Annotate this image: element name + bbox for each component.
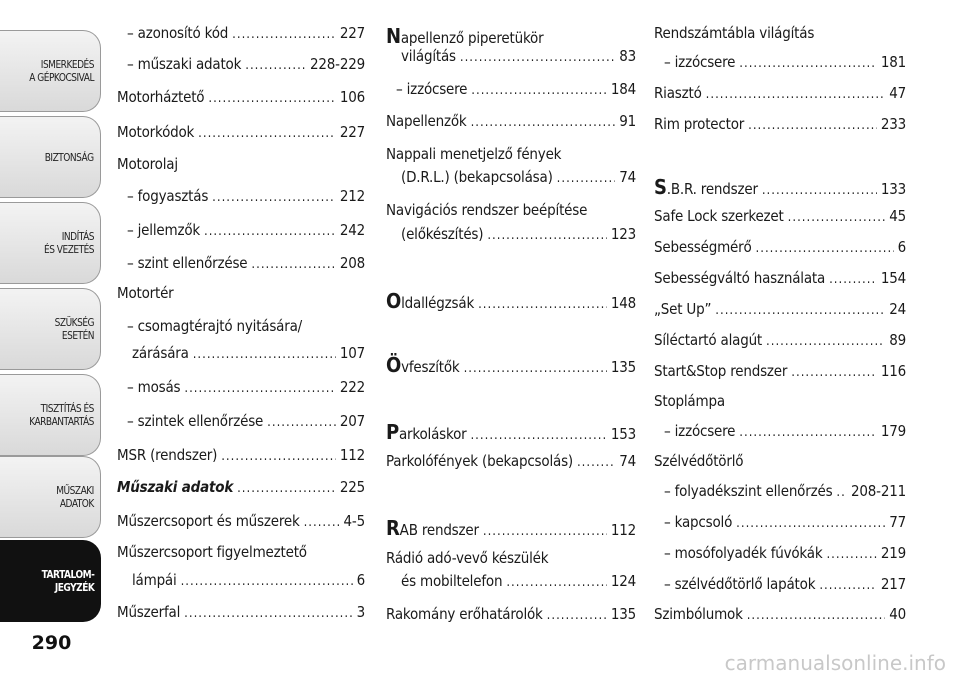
index-entry[interactable] bbox=[117, 155, 365, 173]
index-entry[interactable] bbox=[654, 331, 906, 349]
entry-term bbox=[117, 284, 174, 302]
index-entry[interactable] bbox=[654, 362, 906, 380]
entry-text: – izzócsere bbox=[396, 80, 468, 98]
entry-term bbox=[654, 362, 787, 380]
entry-page: 6 bbox=[897, 238, 906, 256]
dot-leader bbox=[739, 425, 877, 440]
dot-leader bbox=[819, 578, 877, 593]
dot-leader bbox=[547, 608, 607, 623]
dot-leader bbox=[478, 297, 607, 312]
dot-leader bbox=[747, 608, 886, 623]
dot-leader bbox=[766, 334, 885, 349]
index-entry[interactable] bbox=[386, 225, 636, 243]
entry-term bbox=[117, 155, 178, 173]
entry-term bbox=[127, 55, 241, 73]
entry-text: Stoplámpa bbox=[654, 392, 725, 410]
entry-text: Motorolaj bbox=[117, 155, 178, 173]
entry-page: 222 bbox=[339, 378, 365, 396]
entry-text: MSR (rendszer) bbox=[117, 446, 218, 464]
entry-term bbox=[664, 513, 732, 531]
dot-leader bbox=[198, 126, 336, 141]
tab-szukseg[interactable] bbox=[0, 288, 101, 370]
entry-text: Nappali menetjelző fények bbox=[386, 145, 562, 163]
watermark: carmanualsonline.info bbox=[724, 651, 946, 675]
entry-page: 123 bbox=[610, 225, 636, 243]
entry-term bbox=[654, 605, 743, 623]
dot-leader bbox=[470, 428, 606, 443]
dot-leader bbox=[212, 190, 336, 205]
dot-leader bbox=[245, 58, 306, 73]
index-entry[interactable] bbox=[386, 24, 636, 48]
index-entry[interactable] bbox=[654, 115, 906, 133]
tab-label: TARTALOM- JEGYZÉK bbox=[41, 568, 94, 594]
index-entry[interactable] bbox=[654, 605, 906, 623]
index-entry[interactable] bbox=[654, 84, 906, 102]
entry-term bbox=[127, 24, 228, 42]
entry-text: – szint ellenőrzése bbox=[127, 254, 248, 272]
entry-term bbox=[117, 512, 300, 530]
entry-term bbox=[401, 47, 456, 65]
entry-term bbox=[664, 544, 822, 562]
entry-page: 135 bbox=[610, 605, 636, 623]
index-entry[interactable] bbox=[386, 201, 636, 219]
entry-text: Napellenzők bbox=[386, 112, 467, 130]
entry-page: 4-5 bbox=[343, 512, 365, 530]
entry-text: AB rendszer bbox=[399, 521, 479, 539]
entry-text: Rakomány erőhatárolók bbox=[386, 605, 543, 623]
dot-leader bbox=[267, 415, 336, 430]
dot-leader bbox=[237, 481, 336, 496]
entry-text: Motortér bbox=[117, 284, 174, 302]
entry-text: Rim protector bbox=[654, 115, 745, 133]
index-entry[interactable] bbox=[654, 207, 906, 225]
entry-page: 181 bbox=[880, 53, 906, 71]
index-entry[interactable] bbox=[386, 80, 636, 98]
entry-page: 227 bbox=[339, 24, 365, 42]
dot-leader bbox=[471, 83, 607, 98]
index-entry[interactable] bbox=[117, 512, 365, 530]
entry-text: – azonosító kód bbox=[127, 24, 229, 42]
entry-page: 116 bbox=[880, 362, 906, 380]
index-entry[interactable] bbox=[654, 269, 906, 287]
entry-term bbox=[654, 269, 825, 287]
dot-leader bbox=[304, 515, 340, 530]
entry-text: Start&Stop rendszer bbox=[654, 362, 788, 380]
entry-text: Sebességmérő bbox=[654, 238, 752, 256]
entry-term bbox=[127, 317, 302, 335]
entry-text: Sebességváltó használata bbox=[654, 269, 826, 287]
entry-page: 124 bbox=[610, 572, 636, 590]
entry-page: 77 bbox=[889, 513, 906, 531]
dot-leader bbox=[762, 183, 877, 198]
dot-leader bbox=[184, 381, 335, 396]
entry-text: Motorkódok bbox=[117, 123, 195, 141]
entry-term bbox=[664, 53, 735, 71]
tab-biztonsag[interactable] bbox=[0, 116, 101, 198]
entry-page: 112 bbox=[610, 521, 636, 539]
entry-text: vfeszítők bbox=[401, 358, 460, 376]
index-entry[interactable] bbox=[654, 300, 906, 318]
dot-leader bbox=[829, 272, 877, 287]
index-entry[interactable] bbox=[386, 112, 636, 130]
index-entry[interactable] bbox=[117, 284, 365, 302]
entry-page: 242 bbox=[339, 221, 365, 239]
entry-text: Parkolófények (bekapcsolás) bbox=[386, 452, 573, 470]
entry-text: ldallégzsák bbox=[401, 294, 475, 312]
entry-text: – műszaki adatok bbox=[127, 55, 242, 73]
index-entry[interactable] bbox=[117, 55, 365, 73]
dot-leader bbox=[471, 115, 616, 130]
dot-leader bbox=[181, 574, 353, 589]
entry-text: – fogyasztás bbox=[127, 187, 209, 205]
index-entry[interactable] bbox=[654, 392, 906, 410]
entry-page: 208-211 bbox=[851, 482, 906, 500]
entry-text: Műszaki adatok bbox=[117, 478, 234, 496]
index-entry[interactable] bbox=[117, 221, 365, 239]
entry-page: 153 bbox=[610, 425, 636, 443]
entry-term bbox=[401, 572, 502, 590]
entry-text: – izzócsere bbox=[664, 422, 736, 440]
entry-text: zárására bbox=[132, 344, 189, 362]
index-entry[interactable] bbox=[654, 53, 906, 71]
entry-term bbox=[401, 225, 483, 243]
entry-text: Safe Lock szerkezet bbox=[654, 207, 784, 225]
index-entry[interactable] bbox=[386, 572, 636, 590]
tab-label: TISZTÍTÁS ÉS KARBANTARTÁS bbox=[29, 402, 94, 428]
entry-text: – mosófolyadék fúvókák bbox=[664, 544, 823, 562]
entry-term bbox=[654, 300, 711, 318]
index-entry[interactable] bbox=[117, 187, 365, 205]
entry-initial: P bbox=[386, 420, 399, 444]
entry-term bbox=[117, 446, 217, 464]
entry-text: – szélvédőtörlő lapátok bbox=[664, 575, 816, 593]
entry-term bbox=[401, 168, 553, 186]
entry-page: 154 bbox=[880, 269, 906, 287]
entry-term bbox=[664, 422, 735, 440]
entry-term bbox=[117, 123, 194, 141]
index-entry[interactable] bbox=[117, 378, 365, 396]
dot-leader bbox=[756, 241, 894, 256]
entry-page: 24 bbox=[889, 300, 906, 318]
entry-term bbox=[117, 543, 307, 561]
entry-initial: S bbox=[654, 175, 667, 199]
tab-muszaki-adatok[interactable] bbox=[0, 456, 101, 538]
entry-text: – jellemzők bbox=[127, 221, 200, 239]
entry-term bbox=[127, 221, 200, 239]
entry-text: Rádió adó-vevő készülék bbox=[386, 549, 549, 567]
index-entry[interactable] bbox=[117, 571, 365, 589]
entry-term bbox=[654, 24, 814, 42]
entry-initial: R bbox=[386, 516, 400, 540]
entry-text: Rendszámtábla világítás bbox=[654, 24, 815, 42]
dot-leader bbox=[483, 524, 607, 539]
tab-label: INDÍTÁS ÉS VEZETÉS bbox=[43, 230, 94, 256]
index-entry[interactable] bbox=[654, 544, 906, 562]
entry-text: (előkészítés) bbox=[401, 225, 484, 243]
tab-label: ISMERKEDÉS A GÉPKOCSIVAL bbox=[29, 58, 94, 84]
index-entry[interactable] bbox=[654, 24, 906, 42]
index-entry[interactable] bbox=[386, 289, 636, 313]
index-entry[interactable] bbox=[117, 344, 365, 362]
tab-label: BIZTONSÁG bbox=[45, 150, 94, 164]
dot-leader bbox=[739, 56, 877, 71]
index-entry[interactable] bbox=[386, 516, 636, 540]
index-entry[interactable] bbox=[117, 317, 365, 335]
entry-page: 89 bbox=[889, 331, 906, 349]
entry-page: 212 bbox=[339, 187, 365, 205]
entry-text: Szélvédőtörlő bbox=[654, 452, 744, 470]
entry-page: 233 bbox=[880, 115, 906, 133]
index-entry[interactable] bbox=[386, 47, 636, 65]
dot-leader bbox=[464, 361, 607, 376]
entry-text: Szimbólumok bbox=[654, 605, 743, 623]
entry-page: 179 bbox=[880, 422, 906, 440]
entry-term bbox=[654, 84, 702, 102]
entry-term bbox=[386, 353, 460, 377]
entry-page: 135 bbox=[610, 358, 636, 376]
index-entry[interactable] bbox=[386, 420, 636, 444]
index-entry[interactable] bbox=[117, 254, 365, 272]
entry-text: (D.R.L.) (bekapcsolása) bbox=[401, 168, 553, 186]
dot-leader bbox=[487, 228, 607, 243]
index-entry[interactable] bbox=[386, 549, 636, 567]
entry-term bbox=[127, 378, 180, 396]
entry-text: – csomagtérajtó nyitására/ bbox=[127, 317, 303, 335]
entry-term bbox=[386, 605, 543, 623]
entry-term bbox=[654, 115, 744, 133]
dot-leader bbox=[193, 347, 336, 362]
index-entry[interactable] bbox=[117, 24, 365, 42]
dot-leader bbox=[715, 303, 885, 318]
entry-text: – folyadékszint ellenőrzés bbox=[664, 482, 833, 500]
dot-leader bbox=[557, 171, 616, 186]
dot-leader bbox=[788, 210, 886, 225]
dot-leader bbox=[232, 27, 336, 42]
entry-page: 184 bbox=[610, 80, 636, 98]
entry-term bbox=[386, 145, 561, 163]
index-entry[interactable] bbox=[117, 543, 365, 561]
entry-term bbox=[386, 201, 587, 219]
entry-text: Riasztó bbox=[654, 84, 702, 102]
entry-term bbox=[386, 24, 543, 48]
dot-leader bbox=[251, 257, 335, 272]
entry-term bbox=[396, 80, 467, 98]
entry-text: – kapcsoló bbox=[664, 513, 733, 531]
entry-initial: Ö bbox=[386, 353, 402, 377]
entry-term bbox=[654, 238, 752, 256]
dot-leader bbox=[506, 575, 607, 590]
dot-leader bbox=[204, 224, 336, 239]
section-sidebar bbox=[0, 0, 103, 677]
index-entry[interactable] bbox=[386, 605, 636, 623]
entry-term bbox=[654, 175, 758, 199]
entry-page: 45 bbox=[889, 207, 906, 225]
tab-inditas[interactable] bbox=[0, 202, 101, 284]
dot-leader bbox=[184, 606, 352, 621]
tab-tisztitas[interactable] bbox=[0, 374, 101, 456]
index-entry[interactable] bbox=[654, 452, 906, 470]
entry-page: 228-229 bbox=[310, 55, 365, 73]
dot-leader bbox=[460, 50, 615, 65]
entry-text: és mobiltelefon bbox=[401, 572, 503, 590]
index-entry[interactable] bbox=[654, 482, 906, 500]
tab-tartalomjegyzek[interactable] bbox=[0, 540, 101, 622]
entry-text: apellenző piperetükör bbox=[400, 29, 544, 47]
index-entry[interactable] bbox=[654, 422, 906, 440]
entry-text: „Set Up” bbox=[654, 300, 712, 318]
entry-page: 217 bbox=[880, 575, 906, 593]
dot-leader bbox=[826, 547, 876, 562]
entry-page: 74 bbox=[619, 168, 636, 186]
entry-term bbox=[386, 112, 467, 130]
dot-leader bbox=[836, 485, 847, 500]
index-entry[interactable] bbox=[117, 88, 365, 106]
entry-page: 6 bbox=[356, 571, 365, 589]
dot-leader bbox=[791, 365, 877, 380]
entry-text: – mosás bbox=[127, 378, 181, 396]
entry-term bbox=[127, 187, 208, 205]
tab-ismerkedes[interactable] bbox=[0, 30, 101, 112]
index-entry[interactable] bbox=[654, 575, 906, 593]
entry-page: 3 bbox=[356, 603, 365, 621]
entry-page: 107 bbox=[339, 344, 365, 362]
dot-leader bbox=[706, 87, 886, 102]
entry-page: 225 bbox=[339, 478, 365, 496]
entry-term bbox=[386, 289, 474, 313]
entry-term bbox=[654, 392, 725, 410]
entry-page: 47 bbox=[889, 84, 906, 102]
entry-text: Műszerfal bbox=[117, 603, 181, 621]
index-entry[interactable] bbox=[386, 353, 636, 377]
entry-term bbox=[127, 254, 247, 272]
entry-text: Síléctartó alagút bbox=[654, 331, 763, 349]
entry-term bbox=[664, 482, 832, 500]
entry-page: 148 bbox=[610, 294, 636, 312]
entry-term bbox=[117, 478, 233, 496]
page-number: 290 bbox=[31, 632, 72, 654]
index-entry[interactable] bbox=[386, 168, 636, 186]
dot-leader bbox=[221, 449, 336, 464]
entry-text: lámpái bbox=[132, 571, 177, 589]
dot-leader bbox=[736, 516, 885, 531]
entry-term bbox=[654, 207, 784, 225]
index-entry[interactable] bbox=[654, 513, 906, 531]
index-entry[interactable] bbox=[654, 175, 906, 199]
entry-term bbox=[654, 452, 743, 470]
index-entry[interactable] bbox=[117, 478, 365, 496]
index-entry[interactable] bbox=[117, 446, 365, 464]
entry-page: 112 bbox=[339, 446, 365, 464]
entry-page: 208 bbox=[339, 254, 365, 272]
entry-page: 106 bbox=[339, 88, 365, 106]
entry-term bbox=[386, 549, 548, 567]
entry-term bbox=[386, 452, 573, 470]
entry-term bbox=[117, 603, 180, 621]
entry-text: arkoláskor bbox=[398, 425, 467, 443]
entry-text: Műszercsoport és műszerek bbox=[117, 512, 300, 530]
entry-text: .B.R. rendszer bbox=[666, 180, 758, 198]
index-entry[interactable] bbox=[117, 603, 365, 621]
entry-page: 207 bbox=[339, 412, 365, 430]
entry-page: 83 bbox=[619, 47, 636, 65]
entry-page: 219 bbox=[880, 544, 906, 562]
entry-term bbox=[386, 420, 466, 444]
entry-text: Műszercsoport figyelmeztető bbox=[117, 543, 307, 561]
index-entry[interactable] bbox=[117, 123, 365, 141]
entry-text: Navigációs rendszer beépítése bbox=[386, 201, 588, 219]
entry-term bbox=[664, 575, 815, 593]
tab-label: MŰSZAKI ADATOK bbox=[56, 484, 94, 510]
entry-text: Motorháztető bbox=[117, 88, 205, 106]
entry-term bbox=[132, 344, 189, 362]
tab-label: SZÜKSÉG ESETÉN bbox=[54, 316, 94, 342]
entry-term bbox=[117, 88, 204, 106]
entry-page: 40 bbox=[889, 605, 906, 623]
entry-page: 227 bbox=[339, 123, 365, 141]
entry-text: világítás bbox=[401, 47, 456, 65]
entry-initial: O bbox=[386, 289, 402, 313]
entry-text: – szintek ellenőrzése bbox=[127, 412, 264, 430]
entry-page: 91 bbox=[619, 112, 636, 130]
index-entry[interactable] bbox=[117, 412, 365, 430]
entry-term bbox=[386, 516, 479, 540]
entry-page: 74 bbox=[619, 452, 636, 470]
index-entry[interactable] bbox=[386, 145, 636, 163]
entry-page: 133 bbox=[880, 180, 906, 198]
dot-leader bbox=[748, 118, 877, 133]
entry-term bbox=[654, 331, 762, 349]
dot-leader bbox=[577, 455, 615, 470]
entry-term bbox=[132, 571, 177, 589]
index-entry[interactable] bbox=[654, 238, 906, 256]
dot-leader bbox=[208, 91, 335, 106]
entry-text: – izzócsere bbox=[664, 53, 736, 71]
entry-term bbox=[127, 412, 263, 430]
entry-initial: N bbox=[386, 24, 401, 48]
index-entry[interactable] bbox=[386, 452, 636, 470]
